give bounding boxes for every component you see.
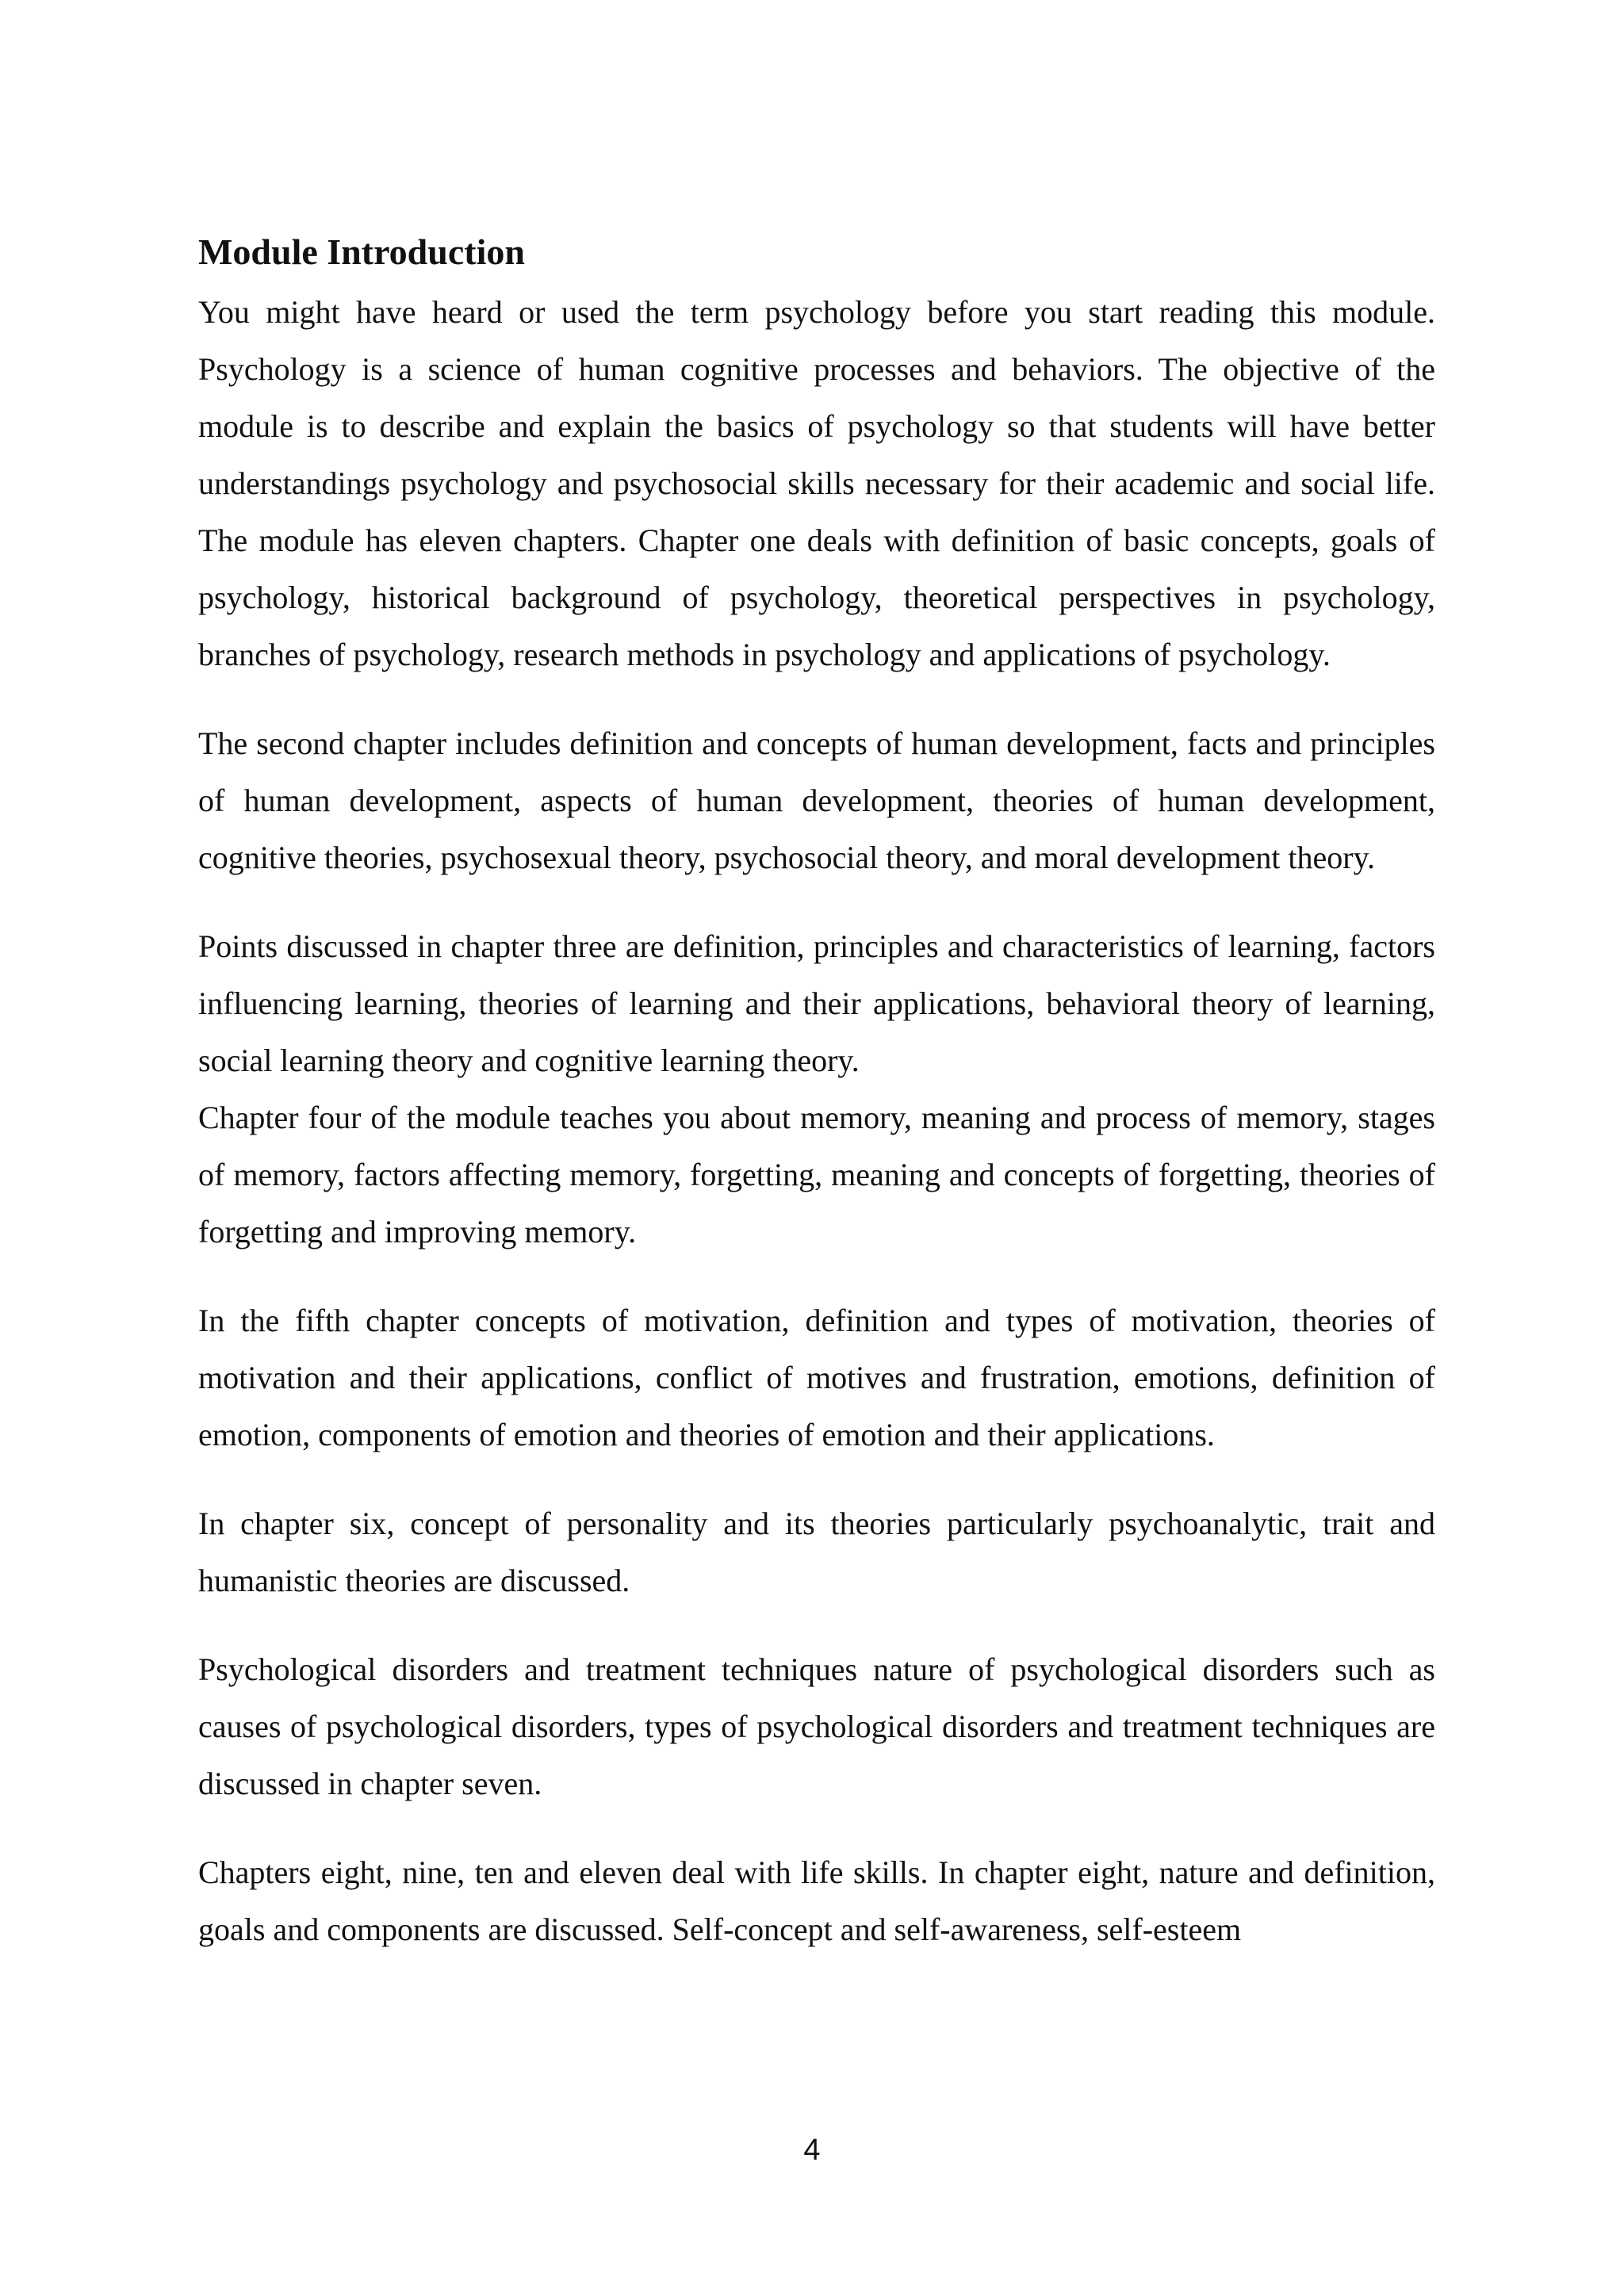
page-number: 4 — [803, 2133, 821, 2167]
module-title: Module Introduction — [198, 232, 525, 272]
paragraph-chapter-five: In the fifth chapter concepts of motivation, definition and types of motivation, theories of motivation and their applications, conflict of motives and frustration, emotions, definition of emotion, components of emotion and theories of emotion and their applications. — [198, 1303, 1435, 1452]
paragraph-chapter-seven: Psychological disorders and treatment techniques nature of psychological disorders such as causes of psychological disorders, types of psychological disorders and treatment techniques are discussed in chapter seven. — [198, 1651, 1435, 1801]
paragraph-chapter-two: The second chapter includes definition and concepts of human development, facts and principles of human development, aspects of human development, theories of human development, cognitive theories, psychosexual theory, psychosocial theory, and moral development theory. — [198, 725, 1435, 875]
document-body — [198, 224, 1435, 1958]
paragraph-chapter-six: In chapter six, concept of personality and its theories particularly psychoanalytic, trait and humanistic theories are discussed. — [198, 1506, 1435, 1598]
paragraph-chapters-eight-to-eleven: Chapters eight, nine, ten and eleven deal with life skills. In chapter eight, nature and definition, goals and components are discussed. Self-concept and self-awareness, self-esteem — [198, 1854, 1435, 1947]
paragraph-intro: You might have heard or used the term psychology before you start reading this module. Psychology is a science of human cognitive processes and behaviors. The objective of the module is to describe and explain the basics of psychology so that students will have better understandings psychology and psychosocial skills necessary for their academic and social life. The module has eleven chapters. Chapter one deals with definition of basic concepts, goals of psychology, historical background of psychology, theoretical perspectives in psychology, branches of psychology, research methods in psychology and applications of psychology. — [198, 294, 1435, 672]
paragraph-chapter-three: Points discussed in chapter three are definition, principles and characteristics of learning, factors influencing learning, theories of learning and their applications, behavioral theory of learning, social learning theory and cognitive learning theory. — [198, 928, 1435, 1078]
paragraph-chapter-four: Chapter four of the module teaches you about memory, meaning and process of memory, stages of memory, factors affecting memory, forgetting, meaning and concepts of forgetting, theories of forgetting and improving memory. — [198, 1100, 1435, 1249]
